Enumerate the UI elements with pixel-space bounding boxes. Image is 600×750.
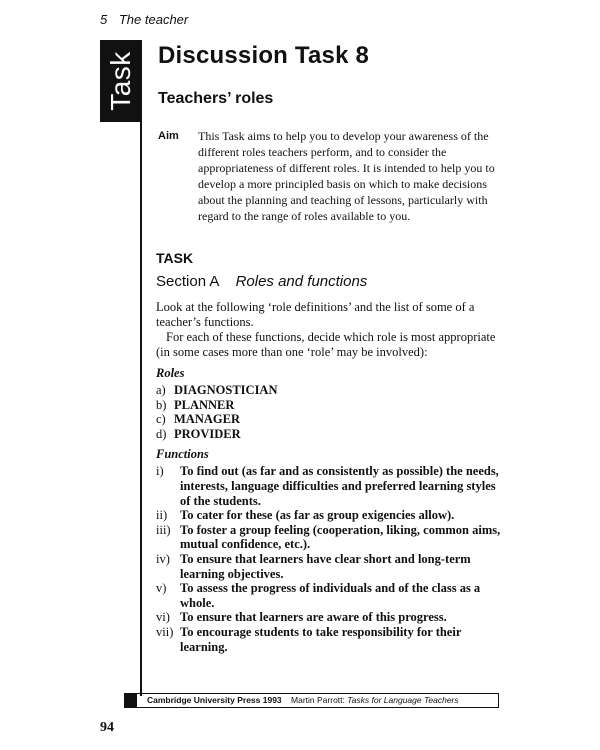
footer-text — [147, 694, 459, 707]
role-text: DIAGNOSTICIAN — [174, 383, 278, 397]
intro-paragraph: Look at the following ‘role definitions’ and the list of some of a teacher’s functions. — [156, 300, 475, 329]
function-number: vii) — [156, 624, 174, 639]
function-item — [156, 581, 501, 610]
aim-text: This Task aims to help you to develop your awareness of the different roles teachers perform, and to consider the appropriateness of different roles. It is intended to help you to develop a more principled basis on which to make decisions about the planning and teaching of lessons, particularly with regard to the range of roles available to you. — [198, 129, 495, 223]
functions-heading: Functions — [156, 447, 209, 462]
function-item — [156, 610, 501, 625]
aim-block — [158, 128, 498, 224]
author: Martin Parrott: — [291, 695, 345, 705]
function-number: v) — [156, 581, 167, 596]
function-item — [156, 464, 501, 508]
function-text: To foster a group feeling (cooperation, liking, common aims, mutual confidence, etc.). — [180, 522, 501, 552]
section-title: Roles and functions — [235, 273, 368, 290]
role-number: a) — [156, 383, 166, 397]
role-text: PLANNER — [174, 397, 235, 412]
task-heading: TASK — [156, 250, 194, 266]
task-tab — [100, 40, 142, 122]
book-title: Tasks for Language Teachers — [347, 695, 459, 705]
intro-paragraph: For each of these functions, decide which role is most appropriate (in some cases more than one ‘role’ may be involved): — [156, 330, 496, 359]
role-text: MANAGER — [174, 412, 240, 427]
role-item — [156, 412, 501, 427]
section-label: Section A — [156, 273, 220, 290]
body-text — [156, 300, 501, 654]
chapter-title: The teacher — [118, 12, 189, 27]
page-title: Discussion Task 8 — [158, 42, 370, 69]
role-text: PROVIDER — [174, 426, 241, 441]
function-text: To encourage students to take responsibility for their learning. — [180, 624, 462, 654]
role-number: d) — [156, 426, 167, 441]
function-number: iv) — [156, 551, 170, 566]
functions-list — [156, 464, 501, 654]
function-text: To cater for these (as far as group exigencies allow). — [180, 508, 455, 523]
footer-marker — [125, 694, 137, 707]
roles-list — [156, 383, 501, 441]
function-item — [156, 508, 501, 523]
publisher: Cambridge University Press 1993 — [147, 695, 282, 705]
function-text: To assess the progress of individuals and of the class as a whole. — [180, 581, 481, 610]
section-heading — [156, 273, 367, 290]
function-item — [156, 625, 501, 654]
chapter-number: 5 — [100, 12, 108, 27]
function-number: ii) — [156, 508, 168, 523]
role-item — [156, 383, 501, 398]
role-number: c) — [156, 412, 166, 427]
function-text: To find out (as far and as consistently as possible) the needs, interests, language difficulties and preferred learning styles of the students. — [180, 464, 499, 508]
roles-heading: Roles — [156, 366, 185, 380]
function-number: iii) — [156, 522, 171, 537]
function-text: To ensure that learners are aware of this progress. — [180, 610, 447, 625]
page-number: 94 — [100, 720, 114, 735]
role-item — [156, 427, 501, 442]
task-tab-label: Task — [105, 51, 137, 111]
margin-rule — [140, 122, 142, 696]
function-item — [156, 552, 501, 581]
running-head — [100, 12, 188, 27]
role-number: b) — [156, 397, 167, 412]
function-item — [156, 523, 501, 552]
function-text: To ensure that learners have clear short and long-term learning objectives. — [180, 551, 471, 581]
copyright-footer — [124, 693, 499, 708]
function-number: vi) — [156, 610, 170, 625]
page-subtitle: Teachers’ roles — [158, 90, 274, 107]
role-item — [156, 398, 501, 413]
function-number: i) — [156, 464, 164, 479]
aim-label: Aim — [158, 130, 179, 142]
